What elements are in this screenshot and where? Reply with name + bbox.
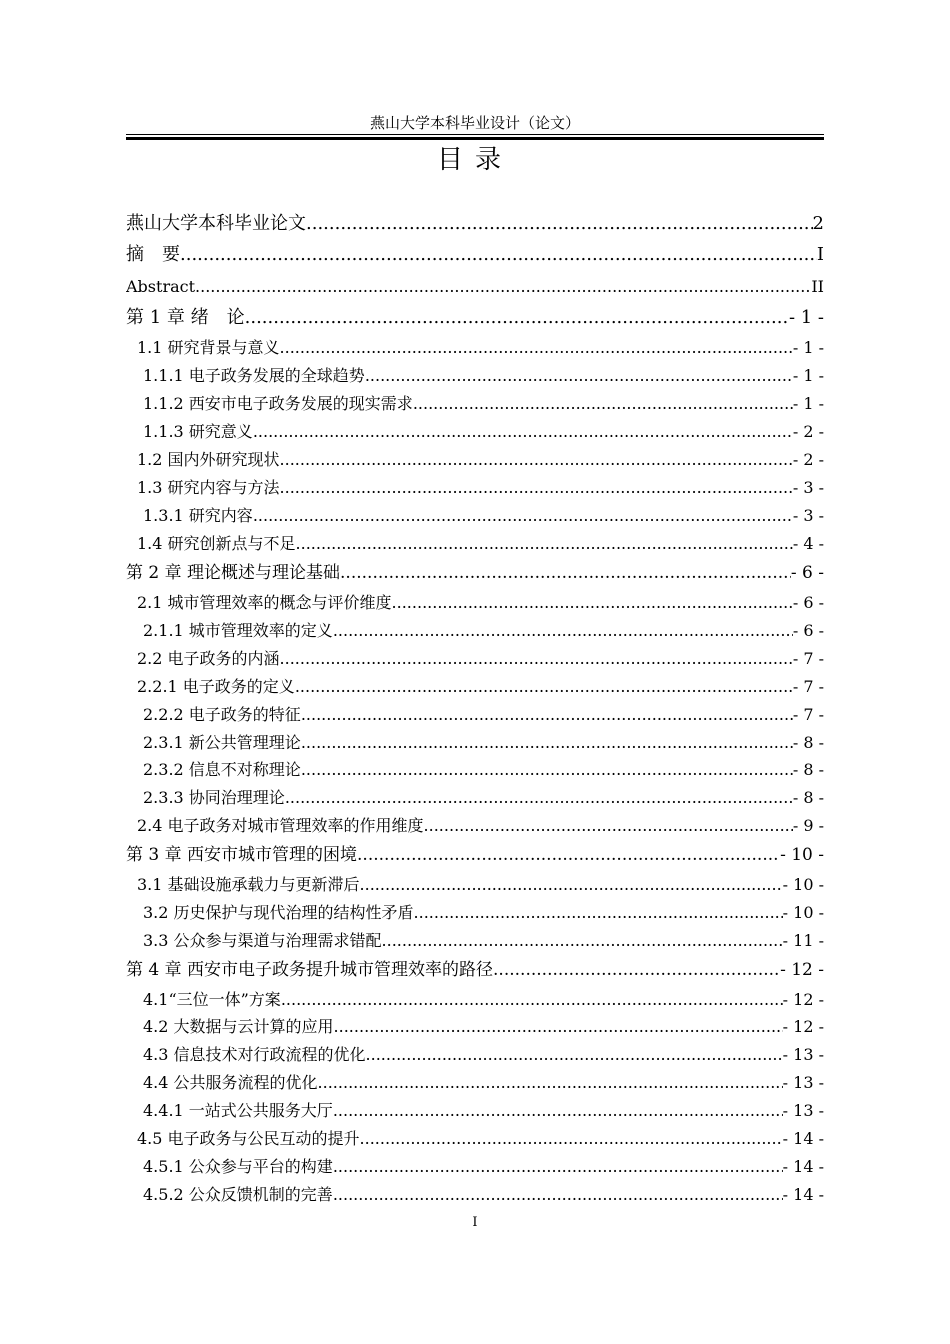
toc-leader-dots — [424, 814, 793, 838]
toc-entry-label: Abstract — [126, 277, 196, 296]
toc-entry-page: - 7 - — [792, 677, 824, 696]
toc-entry-page: - 6 - — [792, 621, 824, 640]
toc-leader-dots — [360, 873, 783, 897]
toc-entry-label: 2.3.1 新公共管理理论 — [143, 733, 301, 752]
toc-leader-dots — [280, 647, 793, 671]
toc-entry-page: - 6 - — [790, 563, 824, 583]
toc-leader-dots — [357, 843, 780, 867]
toc-entry-label: 4.5.1 公众参与平台的构建 — [143, 1157, 333, 1176]
toc-entry[interactable] — [143, 1071, 824, 1095]
toc-leader-dots — [360, 1127, 783, 1151]
toc-entry[interactable] — [126, 843, 824, 867]
toc-leader-dots — [285, 786, 793, 810]
toc-leader-dots — [296, 532, 793, 556]
toc-entry-label: 摘 要 — [126, 244, 180, 265]
toc-entry-page: - 3 - — [792, 506, 824, 525]
toc-entry-label: 燕山大学本科毕业论文 — [126, 213, 306, 234]
toc-entry[interactable] — [126, 243, 824, 267]
toc-entry[interactable] — [143, 504, 824, 528]
toc-leader-dots — [301, 703, 793, 727]
toc-entry[interactable] — [143, 731, 824, 755]
toc-leader-dots — [318, 1071, 783, 1095]
toc-entry[interactable] — [143, 1183, 824, 1207]
toc-leader-dots — [301, 758, 793, 782]
toc-entry-page: - 12 - — [782, 1017, 824, 1036]
toc-leader-dots — [280, 448, 793, 472]
toc-entry[interactable] — [143, 619, 824, 643]
toc-entry[interactable] — [137, 532, 824, 556]
toc-leader-dots — [253, 420, 793, 444]
toc-entry-page: - 1 - — [792, 338, 824, 357]
toc-entry-label: 1.3 研究内容与方法 — [137, 478, 280, 497]
toc-entry[interactable] — [143, 1099, 824, 1123]
toc-entry-label: 第 4 章 西安市电子政务提升城市管理效率的路径 — [126, 960, 494, 980]
toc-entry[interactable] — [143, 988, 824, 1012]
toc-leader-dots — [245, 306, 789, 330]
toc-entry-page: - 3 - — [792, 478, 824, 497]
toc-entry-label: 1.2 国内外研究现状 — [137, 450, 280, 469]
toc-leader-dots — [413, 392, 793, 416]
toc-entry-label: 1.1.1 电子政务发展的全球趋势 — [143, 366, 365, 385]
toc-entry[interactable] — [126, 306, 824, 330]
toc-entry-page: - 13 - — [782, 1073, 824, 1092]
toc-entry-page: - 8 - — [792, 788, 824, 807]
toc-entry-page: - 13 - — [782, 1101, 824, 1120]
toc-entry-page: - 1 - — [792, 366, 824, 385]
toc-leader-dots — [333, 1183, 783, 1207]
toc-entry-page: - 1 - — [792, 394, 824, 413]
toc-entry-label: 3.3 公众参与渠道与治理需求错配 — [143, 931, 382, 950]
toc-entry-page: - 10 - — [780, 845, 824, 865]
toc-leader-dots — [195, 275, 811, 299]
toc-entry-label: 2.2 电子政务的内涵 — [137, 649, 280, 668]
toc-entry-page: - 2 - — [792, 450, 824, 469]
toc-entry-label: 第 3 章 西安市城市管理的困境 — [126, 845, 358, 865]
toc-entry-label: 2.2.2 电子政务的特征 — [143, 705, 301, 724]
toc-entry-page: - 14 - — [782, 1157, 824, 1176]
toc-entry-label: 4.5 电子政务与公民互动的提升 — [137, 1129, 360, 1148]
toc-entry[interactable] — [126, 958, 824, 982]
toc-entry-page: - 12 - — [782, 990, 824, 1009]
toc-entry-page: I — [816, 244, 824, 265]
toc-entry[interactable] — [143, 1015, 824, 1039]
toc-entry[interactable] — [143, 1043, 824, 1067]
toc-leader-dots — [334, 1015, 783, 1039]
toc-leader-dots — [366, 1043, 783, 1067]
toc-leader-dots — [280, 476, 793, 500]
toc-entry-page: - 10 - — [782, 875, 824, 894]
toc-entry-page: - 14 - — [782, 1129, 824, 1148]
toc-entry-page: - 13 - — [782, 1045, 824, 1064]
toc-entry[interactable] — [143, 929, 824, 953]
toc-entry[interactable] — [126, 561, 824, 585]
toc-entry[interactable] — [137, 476, 824, 500]
toc-entry-label: 第 2 章 理论概述与理论基础 — [126, 563, 341, 583]
toc-entry-page: - 8 - — [792, 760, 824, 779]
toc-entry-page: 2 — [812, 213, 824, 234]
page-title: 目录 — [436, 145, 513, 175]
toc-leader-dots — [333, 1155, 783, 1179]
toc-leader-dots — [301, 731, 793, 755]
toc-leader-dots — [295, 675, 793, 699]
toc-leader-dots — [333, 619, 793, 643]
toc-leader-dots — [280, 336, 793, 360]
toc-leader-dots — [180, 243, 817, 267]
toc-entry-label: 4.5.2 公众反馈机制的完善 — [143, 1185, 333, 1204]
toc-entry[interactable] — [143, 364, 824, 388]
toc-entry-page: - 7 - — [792, 649, 824, 668]
toc-leader-dots — [493, 958, 780, 982]
toc-entry[interactable] — [143, 758, 824, 782]
toc-leader-dots — [414, 901, 783, 925]
toc-entry-page: - 7 - — [792, 705, 824, 724]
toc-entry-label: 4.4.1 一站式公共服务大厅 — [143, 1101, 333, 1120]
toc-entry-label: 2.3.3 协同治理理论 — [143, 788, 285, 807]
toc-leader-dots — [281, 988, 783, 1012]
toc-entry[interactable] — [137, 647, 824, 671]
toc-entry[interactable] — [143, 420, 824, 444]
toc-leader-dots — [333, 1099, 783, 1123]
toc-leader-dots — [340, 561, 791, 585]
toc-leader-dots — [306, 212, 813, 236]
toc-entry-page: - 14 - — [782, 1185, 824, 1204]
toc-entry[interactable] — [126, 212, 824, 236]
toc-entry-page: - 10 - — [782, 903, 824, 922]
toc-leader-dots — [253, 504, 793, 528]
toc-entry-label: 1.1 研究背景与意义 — [137, 338, 280, 357]
toc-entry[interactable] — [143, 392, 824, 416]
toc-entry-label: 1.1.2 西安市电子政务发展的现实需求 — [143, 394, 413, 413]
toc-entry-page: - 4 - — [792, 534, 824, 553]
toc-entry[interactable] — [137, 336, 824, 360]
toc-entry-page: - 9 - — [792, 816, 824, 835]
page-header: 燕山大学本科毕业设计（论文） — [369, 114, 580, 132]
toc-entry-label: 2.4 电子政务对城市管理效率的作用维度 — [137, 816, 424, 835]
toc-entry-label: 3.1 基础设施承载力与更新滞后 — [137, 875, 360, 894]
toc-entry-label: 1.1.3 研究意义 — [143, 422, 253, 441]
toc-leader-dots — [392, 591, 793, 615]
toc-entry[interactable] — [137, 591, 824, 615]
toc-entry[interactable] — [137, 675, 824, 699]
toc-entry-label: 3.2 历史保护与现代治理的结构性矛盾 — [143, 903, 414, 922]
toc-entry-page: - 6 - — [792, 593, 824, 612]
toc-entry[interactable] — [143, 901, 824, 925]
toc-entry-label: 第 1 章 绪 论 — [126, 307, 245, 328]
toc-leader-dots — [382, 929, 783, 953]
toc-entry-label: 4.2 大数据与云计算的应用 — [143, 1017, 334, 1036]
toc-entry[interactable] — [137, 814, 824, 838]
toc-entry-label: 2.3.2 信息不对称理论 — [143, 760, 301, 779]
toc-entry[interactable] — [137, 873, 824, 897]
toc-entry-page: - 8 - — [792, 733, 824, 752]
toc-entry-label: 4.1“三位一体”方案 — [143, 990, 281, 1009]
toc-entry-page: - 11 - — [782, 931, 824, 950]
toc-entry[interactable] — [143, 786, 824, 810]
toc-entry-label: 4.3 信息技术对行政流程的优化 — [143, 1045, 366, 1064]
toc-entry[interactable] — [126, 275, 824, 299]
toc-entry-label: 1.3.1 研究内容 — [143, 506, 253, 525]
toc-entry-label: 2.1.1 城市管理效率的定义 — [143, 621, 333, 640]
toc-entry-page: - 12 - — [780, 960, 824, 980]
toc-entry[interactable] — [137, 448, 824, 472]
toc-entry-label: 1.4 研究创新点与不足 — [137, 534, 296, 553]
toc-entry-label: 4.4 公共服务流程的优化 — [143, 1073, 318, 1092]
toc-entry-page: - 2 - — [792, 422, 824, 441]
toc-entry[interactable] — [137, 1127, 824, 1151]
toc-entry-page: - 1 - — [788, 307, 824, 328]
toc-leader-dots — [365, 364, 793, 388]
page-number: I — [472, 1215, 478, 1230]
toc-entry-label: 2.1 城市管理效率的概念与评价维度 — [137, 593, 392, 612]
toc-entry-label: 2.2.1 电子政务的定义 — [137, 677, 295, 696]
toc-entry[interactable] — [143, 703, 824, 727]
toc-entry[interactable] — [143, 1155, 824, 1179]
toc-entry-page: II — [811, 277, 824, 296]
